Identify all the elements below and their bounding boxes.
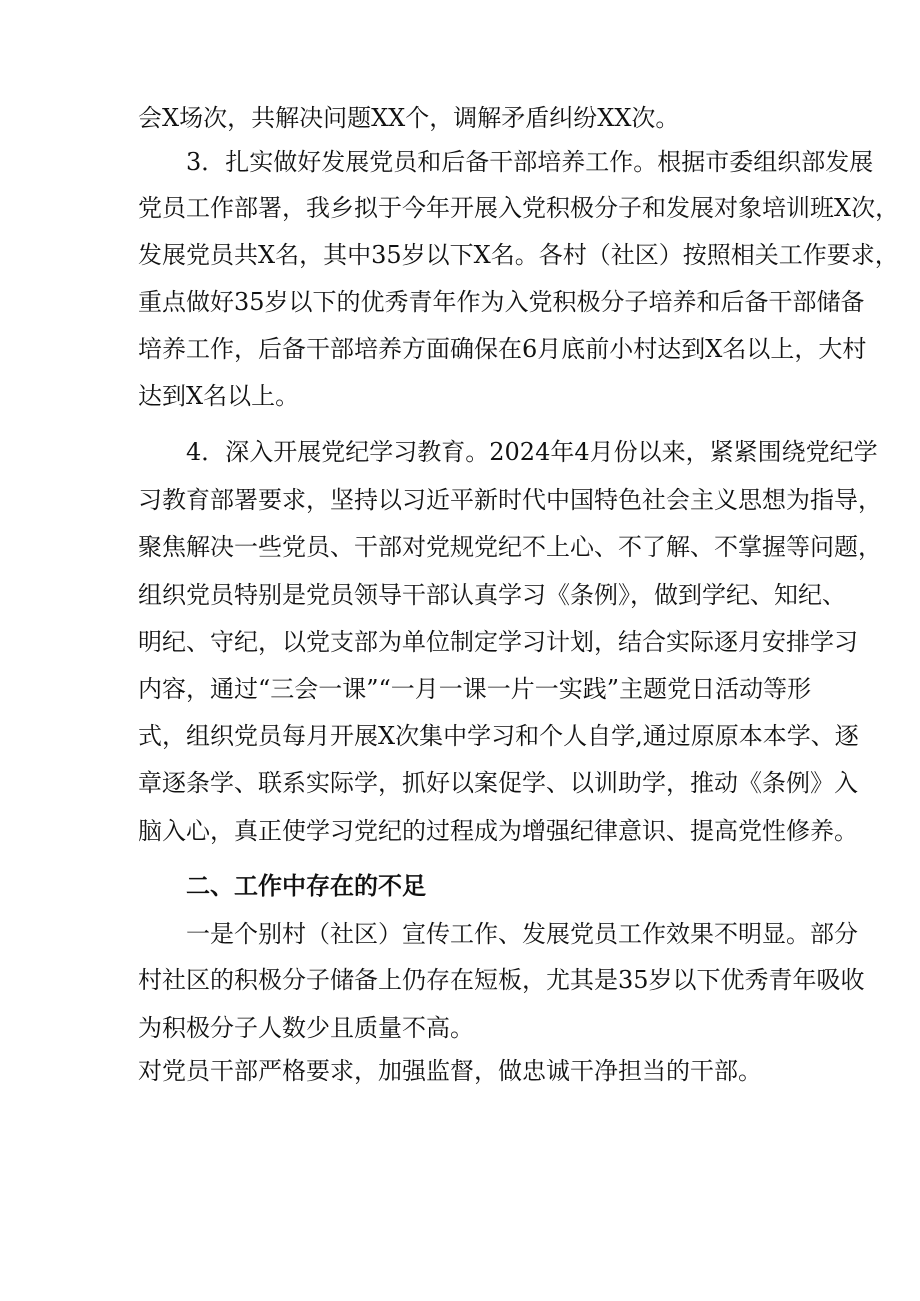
paragraph-4-title-line: 4．深入开展党纪学习教育。2024年4月份以来，紧紧围绕党纪学	[186, 438, 878, 466]
text-line: 组织党员特别是党员领导干部认真学习《条例》，做到学纪、知纪、	[138, 581, 846, 609]
text-line: 达到X名以上。	[138, 382, 300, 410]
text-line: 培养工作，后备干部培养方面确保在6月底前小村达到X名以上，大村	[138, 335, 867, 363]
text-line: 村社区的积极分子储备上仍存在短板，尤其是35岁以下优秀青年吸收	[138, 966, 865, 994]
text-line: 聚焦解决一些党员、干部对党规党纪不上心、不了解、不掌握等问题，	[138, 533, 882, 561]
text-line: 章逐条学、联系实际学，抓好以案促学、以训助学，推动《条例》入	[138, 769, 858, 797]
text-line: 习教育部署要求，坚持以习近平新时代中国特色社会主义思想为指导，	[138, 486, 882, 514]
text-line: 为积极分子人数少且质量不高。	[138, 1014, 474, 1042]
text-line: 明纪、守纪，以党支部为单位制定学习计划，结合实际逐月安排学习	[138, 628, 858, 656]
paragraph-3-title-line: 3．扎实做好发展党员和后备干部培养工作。根据市委组织部发展	[186, 148, 874, 176]
text-line: 式，组织党员每月开展X次集中学习和个人自学,通过原原本本学、逐	[138, 722, 859, 750]
text-line: 内容，通过“三会一课”“一月一课一片一实践”主题党日活动等形	[138, 675, 812, 703]
text-line: 发展党员共X名，其中35岁以下X名。各村（社区）按照相关工作要求，	[138, 241, 899, 269]
text-line: 会X场次，共解决问题XX个，调解矛盾纠纷XX次。	[138, 104, 680, 132]
text-line: 党员工作部署，我乡拟于今年开展入党积极分子和发展对象培训班X次，	[138, 194, 900, 222]
text-line: 一是个别村（社区）宣传工作、发展党员工作效果不明显。部分	[186, 920, 858, 948]
text-line: 脑入心，真正使学习党纪的过程成为增强纪律意识、提高党性修养。	[138, 817, 858, 845]
section-heading: 二、工作中存在的不足	[186, 872, 426, 900]
text-line: 对党员干部严格要求，加强监督，做忠诚干净担当的干部。	[138, 1057, 762, 1085]
text-line: 重点做好35岁以下的优秀青年作为入党积极分子培养和后备干部储备	[138, 288, 865, 316]
